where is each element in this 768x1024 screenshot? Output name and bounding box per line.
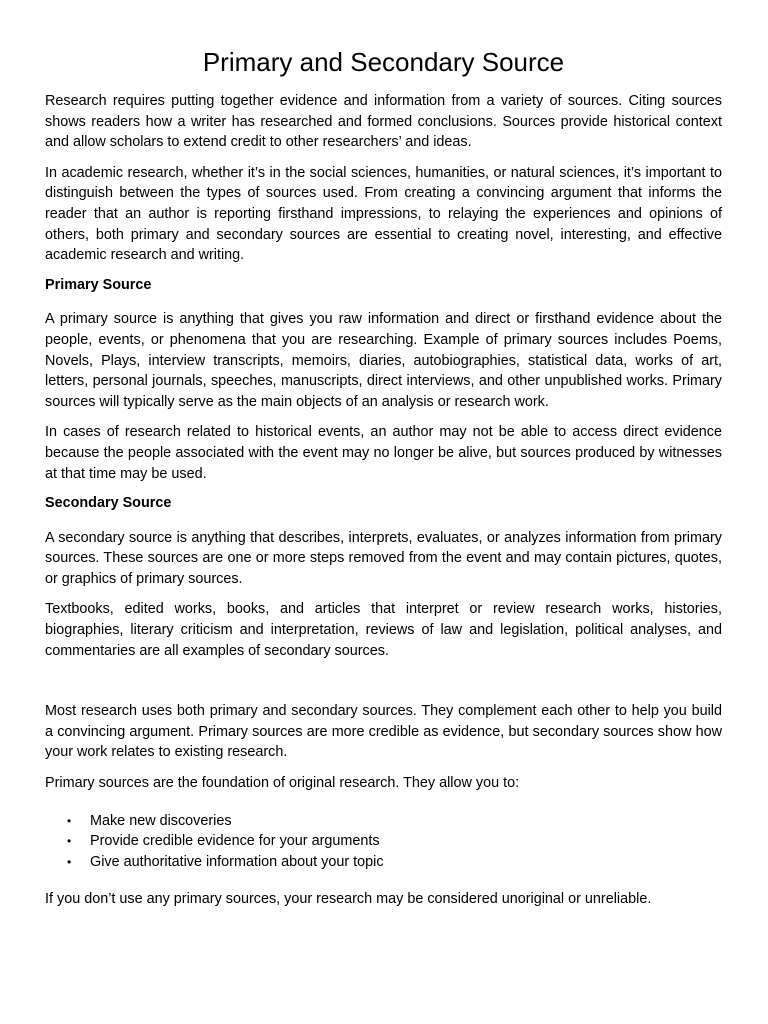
list-item-text: Give authoritative information about your topic [90, 853, 384, 870]
bullet-icon: • [67, 854, 72, 869]
bullet-icon: • [67, 834, 72, 849]
primary-source-heading: Primary Source [45, 276, 152, 293]
list-item-text: Make new discoveries [90, 812, 232, 829]
conclusion-paragraph-1: Most research uses both primary and secondary sources. They complement each other to help you build a convincing argument. Primary sources are more credible as evidence, but secondary sources show how your work relates to existing research. [45, 703, 722, 761]
secondary-paragraph-1: A secondary source is anything that describes, interprets, evaluates, or analyzes information from primary sources. These sources are one or more steps removed from the event and may contain pictures, quotes, or graphics of primary sources. [45, 529, 722, 587]
secondary-paragraph-2: Textbooks, edited works, books, and articles that interpret or review research works, histories, biographies, literary criticism and interpretation, reviews of law and legislation, political analyses, and commentaries are all examples of secondary sources. [45, 601, 722, 659]
intro-paragraph-2: In academic research, whether it’s in the social sciences, humanities, or natural sciences, it’s important to distinguish between the types of sources used. From creating a convincing argument that informs the reader that an author is reporting firsthand impressions, to relaying the experiences and opinions of others, both primary and secondary sources are essential to creating novel, interesting, and effective academic research and writing. [45, 164, 722, 264]
secondary-source-heading: Secondary Source [45, 495, 172, 512]
conclusion-paragraph-2: Primary sources are the foundation of original research. They allow you to: [45, 775, 520, 792]
bullet-list [45, 811, 722, 873]
list-item-text: Provide credible evidence for your arguments [90, 833, 380, 850]
list-item [45, 831, 722, 852]
document-title: Primary and Secondary Source [202, 47, 565, 77]
list-item [45, 811, 722, 832]
intro-paragraph-1: Research requires putting together evidence and information from a variety of sources. Citing sources shows readers how a writer has researched and formed conclusions. Sources provide historical context and allow scholars to extend credit to other researchers’ and ideas. [45, 93, 722, 151]
primary-paragraph-1: A primary source is anything that gives you raw information and direct or firsthand evidence about the people, events, or phenomena that you are researching. Example of primary sources includes Poems, Novels, Plays, interview transcripts, memoirs, diaries, autobiographies, statistical data, works of art, letters, personal journals, speeches, manuscripts, direct interviews, and other unpublished works. Primary sources will typically serve as the main objects of an analysis or research work. [45, 311, 722, 410]
list-item [45, 852, 722, 873]
document-page [45, 0, 722, 910]
primary-paragraph-2: In cases of research related to historical events, an author may not be able to access direct evidence because the people associated with the event may no longer be alive, but sources produced by witnesses at that time may be used. [45, 424, 722, 482]
closing-paragraph: If you don’t use any primary sources, your research may be considered unoriginal or unreliable. [45, 891, 652, 908]
bullet-icon: • [67, 813, 72, 828]
